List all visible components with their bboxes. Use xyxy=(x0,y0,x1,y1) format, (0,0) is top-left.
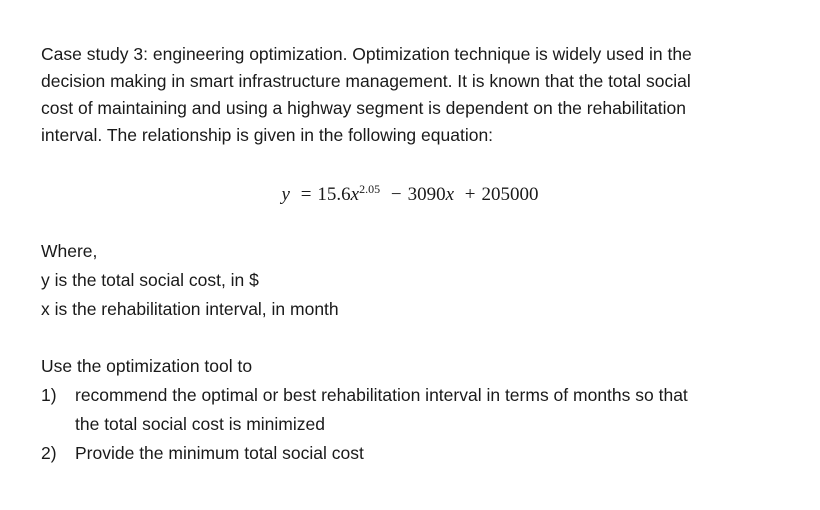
where-heading: Where, xyxy=(41,241,98,261)
list-item-number: 1) xyxy=(41,385,57,405)
list-item-text: recommend the optimal or best rehabilitation interval in terms of months so that xyxy=(75,385,688,405)
intro-line: decision making in smart infrastructure management. It is known that the total social xyxy=(41,71,691,91)
equation-plus: + xyxy=(464,184,476,205)
list-item xyxy=(41,381,801,439)
equation-constant: 205000 xyxy=(481,184,539,205)
equation-lhs: y xyxy=(281,184,290,205)
intro-line: interval. The relationship is given in the following equation: xyxy=(41,125,494,145)
intro-line: Case study 3: engineering optimization. Optimization technique is widely used in the xyxy=(41,44,692,64)
list-item-number: 2) xyxy=(41,443,57,463)
tasks-section xyxy=(41,352,801,468)
equation-exponent: 2.05 xyxy=(359,182,381,196)
tasks-list xyxy=(41,381,801,468)
cost-equation xyxy=(0,181,820,209)
x-definition: x is the rehabilitation interval, in month xyxy=(41,299,339,319)
equation-minus: − xyxy=(390,184,402,205)
list-item-text: the total social cost is minimized xyxy=(75,414,325,434)
equation-variable-x: x xyxy=(350,184,360,205)
tasks-heading: Use the optimization tool to xyxy=(41,356,253,376)
list-item xyxy=(41,439,801,468)
y-definition: y is the total social cost, in $ xyxy=(41,270,259,290)
variable-definitions xyxy=(41,237,801,324)
intro-paragraph xyxy=(41,41,801,149)
intro-line: cost of maintaining and using a highway segment is dependent on the rehabilitation xyxy=(41,98,687,118)
equation-variable-x: x xyxy=(445,184,455,205)
equation-linear-coefficient: 3090 xyxy=(407,184,446,205)
equation-equals: = xyxy=(300,184,312,205)
equation-coefficient: 15.6 xyxy=(317,184,351,205)
list-item-text: Provide the minimum total social cost xyxy=(75,443,364,463)
